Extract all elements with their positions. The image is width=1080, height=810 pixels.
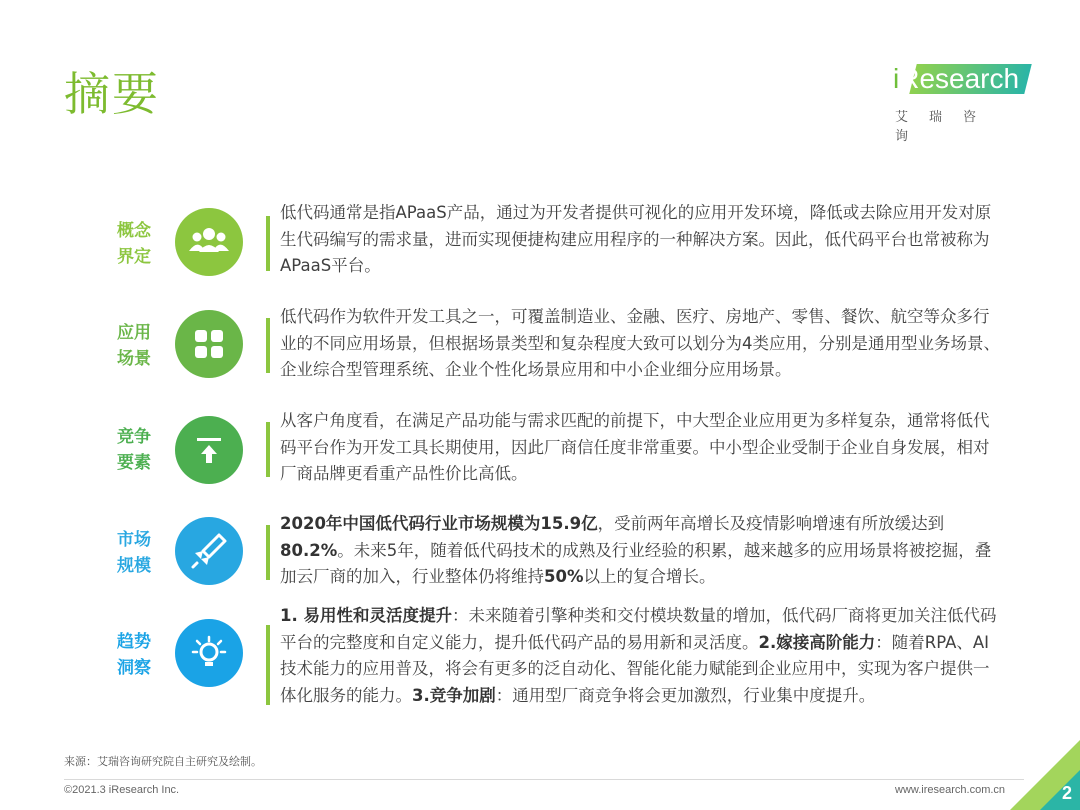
source-note: 来源：艾瑞咨询研究院自主研究及绘制。 xyxy=(64,755,262,768)
section-label: 应用 场景 xyxy=(117,323,151,369)
section-label: 概念 界定 xyxy=(117,221,151,267)
section-text: 低代码通常是指APaaS产品，通过为开发者提供可视化的应用开发环境，降低或去除应用开发对原生代码编写的需求量，进而实现便捷构建应用程序的一种解决方案。因此，低代码平台也常被称为APaaS平台。 xyxy=(280,203,992,275)
copyright: ©2021.3 iResearch Inc. xyxy=(64,784,180,796)
accent-bar xyxy=(266,525,270,580)
logo-subtitle: 艾瑞咨询 xyxy=(895,110,998,144)
section-text: 1. 易用性和灵活度提升：未来随着引擎种类和交付模块数量的增加，低代码厂商将更加关注低代码平台的完整度和自定义能力，提升低代码产品的易用新和灵活度。2.嫁接高阶能力：随着RPA、AI技术能力的应用普及，将会有更多的泛自动化、智能化能力赋能到企业应用中，实现为客户提供一体化服务的能力。3.竞争加剧：通用型厂商竞争将会更加激烈，行业集中度提升。 xyxy=(280,606,997,705)
page-title: 摘要 xyxy=(64,67,160,121)
section-text: 从客户角度看，在满足产品功能与需求匹配的前提下，中大型企业应用更为多样复杂，通常将低代码平台作为开发工具长期使用，因此厂商信任度非常重要。中小型企业受制于企业自身发展，相对厂商品牌更看重产品性价比高低。 xyxy=(280,411,990,483)
logo-wordmark: iResearch xyxy=(893,63,1020,94)
section-text: 低代码作为软件开发工具之一，可覆盖制造业、金融、医疗、房地产、零售、餐饮、航空等众多行业的不同应用场景，但根据场景类型和复杂程度大致可以划分为4类应用，分别是通用型业务场景、企业综合型管理系统、企业个性化场景应用和中小企业细分应用场景。 xyxy=(280,307,1000,379)
accent-bar xyxy=(266,625,270,705)
people-icon xyxy=(175,208,243,276)
section-label: 趋势 洞察 xyxy=(117,632,151,678)
section-label: 竞争 要素 xyxy=(117,427,151,473)
accent-bar xyxy=(266,216,270,271)
footer-divider xyxy=(64,779,1024,780)
website-link[interactable]: www.iresearch.com.cn xyxy=(895,784,1006,796)
lightbulb-icon xyxy=(175,619,243,687)
section-text: 2020年中国低代码行业市场规模为15.9亿，受前两年高增长及疫情影响增速有所放缓达到80.2%。未来5年，随着低代码技术的成熟及行业经验的积累，越来越多的应用场景将被挖掘，叠加云厂商的加入，行业整体仍将维持50%以上的复合增长。 xyxy=(280,514,992,586)
upload-arrow-icon xyxy=(175,416,243,484)
corner-decoration-inner xyxy=(1040,770,1080,810)
accent-bar xyxy=(266,318,270,373)
accent-bar xyxy=(266,422,270,477)
section-label: 市场 规模 xyxy=(117,530,151,576)
iresearch-logo xyxy=(893,62,1028,144)
grid-icon xyxy=(175,310,243,378)
rocket-icon xyxy=(175,517,243,585)
page-number: 2 xyxy=(1061,783,1072,803)
